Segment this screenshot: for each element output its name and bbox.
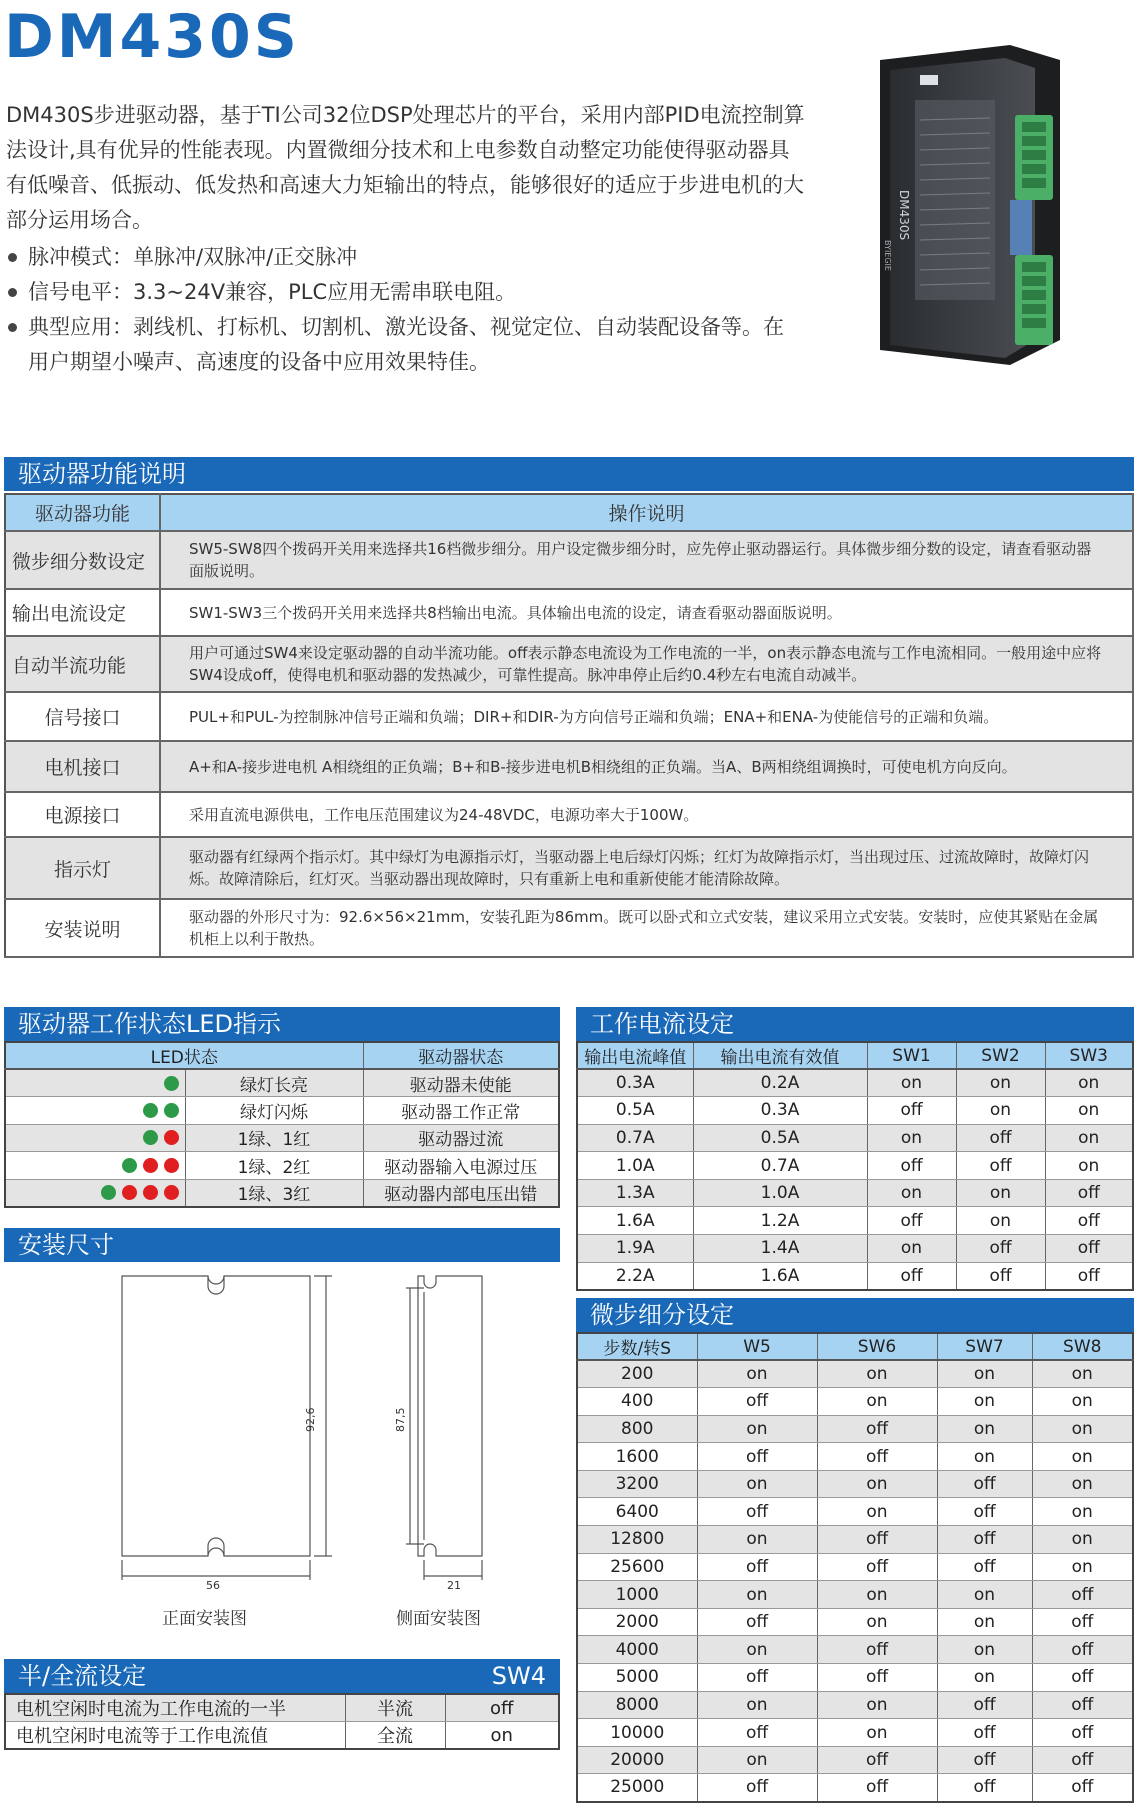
table-row	[577, 1581, 1133, 1609]
half-current-desc: 电机空闲时电流为工作电流的一半	[5, 1694, 345, 1722]
table-cell: off	[937, 1719, 1032, 1747]
function-name: 自动半流功能	[5, 636, 160, 692]
front-view-drawing	[122, 1276, 332, 1580]
table-cell: off	[937, 1553, 1032, 1581]
table-cell: 1600	[577, 1443, 697, 1471]
table-cell: off	[817, 1774, 937, 1802]
function-desc: PUL+和PUL-为控制脉冲信号正端和负端；DIR+和DIR-为方向信号正端和负端；ENA+和ENA-为使能信号的正端和负端。	[160, 692, 1133, 741]
product-label: DM430S	[897, 190, 911, 241]
function-desc: 采用直流电源供电，工作电压范围建议为24-48VDC，电源功率大于100W。	[160, 792, 1133, 837]
table-row	[577, 1415, 1133, 1443]
function-desc: SW5-SW8四个拨码开关用来选择共16档微步细分。用户设定微步细分时，应先停止驱动器运行。具体微步细分数的设定，请查看驱动器面版说明。	[160, 531, 1133, 589]
table-cell: 800	[577, 1415, 697, 1443]
green-led-icon	[122, 1158, 137, 1173]
half-current-title: 半/全流设定	[18, 1662, 147, 1690]
table-row	[577, 1608, 1133, 1636]
half-current-mode: 半流	[345, 1694, 445, 1722]
column-header: LED状态	[5, 1042, 363, 1069]
product-image	[860, 40, 1130, 370]
table-cell: off	[697, 1388, 817, 1416]
table-cell: off	[937, 1774, 1032, 1802]
green-led-icon	[164, 1076, 179, 1091]
table-cell: off	[937, 1498, 1032, 1526]
table-cell: 400	[577, 1388, 697, 1416]
led-row	[5, 1152, 559, 1180]
table-row	[5, 899, 1133, 957]
microstep-table	[576, 1332, 1134, 1803]
half-current-table	[4, 1693, 560, 1750]
function-desc: 用户可通过SW4来设定驱动器的自动半流功能。off表示静态电流设为工作电流的一半，on表示静态电流与工作电流相同。一般用途中应将 SW4设成off，使得电机和驱动器的发热减少，可靠性提高。脉冲串停止后约0.4秒左右电流自动减半。	[160, 636, 1133, 692]
table-cell: off	[817, 1415, 937, 1443]
table-cell: off	[937, 1746, 1032, 1774]
led-row	[5, 1179, 559, 1207]
table-cell: off	[817, 1636, 937, 1664]
table-row	[577, 1636, 1133, 1664]
table-cell: off	[867, 1097, 956, 1125]
table-cell: on	[1032, 1553, 1133, 1581]
dimension-drawings	[4, 1262, 560, 1632]
table-cell: on	[937, 1360, 1032, 1388]
function-name: 微步细分数设定	[5, 531, 160, 589]
table-cell: 0.3A	[577, 1069, 693, 1097]
table-cell: 0.7A	[577, 1124, 693, 1152]
table-cell: off	[1032, 1581, 1133, 1609]
table-row	[577, 1664, 1133, 1692]
table-cell: off	[1032, 1608, 1133, 1636]
table-cell: on	[937, 1415, 1032, 1443]
table-row	[577, 1360, 1133, 1388]
table-cell: on	[697, 1636, 817, 1664]
feature-text: 脉冲模式：单脉冲/双脉冲/正交脉冲	[28, 245, 358, 269]
function-name: 信号接口	[5, 692, 160, 741]
feature-item	[6, 275, 786, 310]
led-status: 驱动器内部电压出错	[363, 1179, 559, 1207]
intro-paragraph: DM430S步进驱动器，基于TI公司32位DSP处理芯片的平台，采用内部PID电流控制算法设计,具有优异的性能表现。内置微细分技术和上电参数自动整定功能使得驱动器具有低噪音、低振动、低发热和高速大力矩输出的特点，能够很好的适应于步进电机的大部分运用场合。	[6, 103, 805, 232]
table-row	[5, 837, 1133, 899]
column-header: 驱动器状态	[363, 1042, 559, 1069]
table-row	[5, 1694, 559, 1722]
table-cell: off	[867, 1207, 956, 1235]
table-cell: on	[817, 1719, 937, 1747]
table-row	[577, 1691, 1133, 1719]
table-cell: 200	[577, 1360, 697, 1388]
table-cell: 1000	[577, 1581, 697, 1609]
table-cell: 1.0A	[693, 1179, 867, 1207]
front-height-label: 92,6	[304, 1407, 317, 1432]
led-status: 驱动器未使能	[363, 1069, 559, 1097]
table-row	[577, 1498, 1133, 1526]
table-row	[577, 1262, 1133, 1290]
feature-text: 信号电平：3.3~24V兼容，PLC应用无需串联电阻。	[28, 280, 517, 304]
section-header-led: 驱动器工作状态LED指示	[4, 1007, 560, 1041]
table-row	[577, 1069, 1133, 1097]
led-table	[4, 1041, 560, 1208]
table-cell: off	[817, 1746, 937, 1774]
table-row	[5, 531, 1133, 589]
section-header-microstep: 微步细分设定	[576, 1298, 1134, 1332]
table-cell: off	[697, 1553, 817, 1581]
table-cell: on	[956, 1069, 1045, 1097]
table-cell: off	[1032, 1746, 1133, 1774]
table-row	[5, 1722, 559, 1750]
section-header-dimensions: 安装尺寸	[4, 1228, 560, 1262]
table-cell: 3200	[577, 1470, 697, 1498]
table-cell: on	[697, 1415, 817, 1443]
red-led-icon	[143, 1158, 158, 1173]
led-row	[5, 1069, 559, 1097]
table-cell: off	[1032, 1636, 1133, 1664]
table-cell: on	[1032, 1526, 1133, 1554]
column-header: 输出电流有效值	[693, 1042, 867, 1069]
dimension-svg	[4, 1262, 560, 1632]
function-table	[4, 493, 1134, 958]
table-cell: off	[1045, 1235, 1133, 1263]
table-cell: on	[867, 1069, 956, 1097]
table-cell: off	[956, 1262, 1045, 1290]
table-cell: 20000	[577, 1746, 697, 1774]
table-cell: on	[817, 1388, 937, 1416]
table-cell: on	[1032, 1498, 1133, 1526]
table-row	[577, 1746, 1133, 1774]
table-cell: on	[1032, 1470, 1133, 1498]
half-current-value: on	[445, 1722, 559, 1750]
table-cell: 1.4A	[693, 1235, 867, 1263]
feature-item	[6, 310, 786, 380]
table-cell: 4000	[577, 1636, 697, 1664]
table-cell: off	[817, 1664, 937, 1692]
table-cell: off	[956, 1124, 1045, 1152]
product-brand: BYIEGIE	[883, 240, 892, 271]
table-cell: on	[1045, 1124, 1133, 1152]
table-cell: on	[817, 1498, 937, 1526]
front-view-caption: 正面安装图	[162, 1609, 247, 1629]
function-desc: 驱动器的外形尺寸为：92.6×56×21mm，安装孔距为86mm。既可以卧式和立式安装，建议采用立式安装。安装时，应使其紧贴在金属机柜上以利于散热。	[160, 899, 1133, 957]
table-cell: 0.3A	[693, 1097, 867, 1125]
table-cell: on	[937, 1608, 1032, 1636]
table-row	[577, 1097, 1133, 1125]
table-cell: on	[817, 1581, 937, 1609]
half-current-mode: 全流	[345, 1722, 445, 1750]
table-cell: off	[1032, 1664, 1133, 1692]
led-status: 驱动器过流	[363, 1124, 559, 1152]
red-led-icon	[122, 1185, 137, 1200]
led-text: 1绿、2红	[185, 1152, 363, 1180]
section-header-current: 工作电流设定	[576, 1007, 1134, 1041]
table-cell: 1.6A	[577, 1207, 693, 1235]
table-cell: 0.5A	[693, 1124, 867, 1152]
column-header: SW6	[817, 1333, 937, 1360]
table-cell: on	[1032, 1360, 1133, 1388]
table-cell: off	[867, 1262, 956, 1290]
function-desc: SW1-SW3三个拨码开关用来选择共8档输出电流。具体输出电流的设定，请查看驱动器面版说明。	[160, 589, 1133, 636]
bullet-icon	[8, 323, 17, 332]
table-cell: 8000	[577, 1691, 697, 1719]
led-text: 绿灯闪烁	[185, 1097, 363, 1125]
table-row	[5, 589, 1133, 636]
table-cell: on	[1045, 1097, 1133, 1125]
table-cell: on	[817, 1470, 937, 1498]
table-row	[577, 1152, 1133, 1180]
half-current-value: off	[445, 1694, 559, 1722]
column-header: 驱动器功能	[5, 494, 160, 531]
column-header: 操作说明	[160, 494, 1133, 531]
table-row	[577, 1774, 1133, 1802]
sw4-label: SW4	[491, 1662, 546, 1690]
table-cell: off	[697, 1498, 817, 1526]
table-cell: on	[1045, 1152, 1133, 1180]
table-cell: on	[697, 1526, 817, 1554]
front-width-label: 56	[206, 1579, 220, 1592]
table-cell: off	[1045, 1262, 1133, 1290]
table-cell: on	[1032, 1415, 1133, 1443]
current-table	[576, 1041, 1134, 1291]
column-header: W5	[697, 1333, 817, 1360]
table-cell: 1.3A	[577, 1179, 693, 1207]
function-name: 电机接口	[5, 741, 160, 792]
section-header-function: 驱动器功能说明	[4, 457, 1134, 491]
function-desc: A+和A-接步进电机 A相绕组的正负端；B+和B-接步进电机B相绕组的正负端。当A、B两相绕组调换时，可使电机方向反向。	[160, 741, 1133, 792]
column-header: SW3	[1045, 1042, 1133, 1069]
table-cell: 1.0A	[577, 1152, 693, 1180]
table-row	[577, 1179, 1133, 1207]
function-name: 安装说明	[5, 899, 160, 957]
feature-list	[6, 240, 786, 380]
function-name: 输出电流设定	[5, 589, 160, 636]
table-row	[577, 1207, 1133, 1235]
bullet-icon	[8, 288, 17, 297]
table-cell: on	[697, 1746, 817, 1774]
table-cell: 1.9A	[577, 1235, 693, 1263]
table-cell: 1.6A	[693, 1262, 867, 1290]
table-row	[5, 741, 1133, 792]
table-row	[577, 1719, 1133, 1747]
table-cell: on	[1045, 1069, 1133, 1097]
table-cell: on	[937, 1664, 1032, 1692]
table-cell: on	[697, 1470, 817, 1498]
table-cell: 25000	[577, 1774, 697, 1802]
table-cell: off	[937, 1470, 1032, 1498]
table-cell: 2.2A	[577, 1262, 693, 1290]
table-cell: 6400	[577, 1498, 697, 1526]
table-cell: on	[817, 1691, 937, 1719]
feature-item	[6, 240, 786, 275]
table-row	[577, 1526, 1133, 1554]
side-height-label: 87,5	[394, 1407, 407, 1432]
led-dots	[5, 1179, 185, 1207]
led-text: 1绿、1红	[185, 1124, 363, 1152]
side-width-label: 21	[447, 1579, 461, 1592]
table-row	[577, 1124, 1133, 1152]
table-cell: off	[1032, 1719, 1133, 1747]
led-row	[5, 1124, 559, 1152]
red-led-icon	[164, 1158, 179, 1173]
table-cell: off	[697, 1443, 817, 1471]
green-led-icon	[143, 1130, 158, 1145]
half-current-desc: 电机空闲时电流等于工作电流值	[5, 1722, 345, 1750]
table-cell: off	[817, 1526, 937, 1554]
column-header: SW7	[937, 1333, 1032, 1360]
table-row	[5, 692, 1133, 741]
led-row	[5, 1097, 559, 1125]
table-cell: on	[937, 1581, 1032, 1609]
table-cell: 5000	[577, 1664, 697, 1692]
table-cell: on	[956, 1097, 1045, 1125]
table-cell: on	[1032, 1443, 1133, 1471]
table-row	[577, 1470, 1133, 1498]
table-cell: on	[956, 1207, 1045, 1235]
led-dots	[5, 1097, 185, 1125]
table-cell: on	[867, 1235, 956, 1263]
led-dots	[5, 1124, 185, 1152]
green-led-icon	[164, 1103, 179, 1118]
table-cell: 1.2A	[693, 1207, 867, 1235]
table-cell: off	[1045, 1179, 1133, 1207]
table-cell: on	[867, 1179, 956, 1207]
table-row	[5, 792, 1133, 837]
table-cell: 0.5A	[577, 1097, 693, 1125]
table-cell: off	[956, 1235, 1045, 1263]
table-cell: on	[697, 1691, 817, 1719]
table-cell: 12800	[577, 1526, 697, 1554]
table-cell: on	[1032, 1388, 1133, 1416]
led-status: 驱动器工作正常	[363, 1097, 559, 1125]
green-led-icon	[143, 1103, 158, 1118]
table-cell: on	[697, 1581, 817, 1609]
side-view-drawing	[406, 1276, 482, 1580]
column-header: 输出电流峰值	[577, 1042, 693, 1069]
column-header: SW2	[956, 1042, 1045, 1069]
side-view-caption: 侧面安装图	[396, 1609, 481, 1629]
table-cell: off	[867, 1152, 956, 1180]
table-cell: 0.2A	[693, 1069, 867, 1097]
table-cell: off	[956, 1152, 1045, 1180]
bullet-icon	[8, 253, 17, 262]
table-cell: 2000	[577, 1608, 697, 1636]
led-status: 驱动器输入电源过压	[363, 1152, 559, 1180]
table-cell: off	[937, 1691, 1032, 1719]
table-cell: off	[697, 1774, 817, 1802]
section-header-half-current	[4, 1659, 560, 1693]
led-text: 1绿、3红	[185, 1179, 363, 1207]
table-cell: off	[817, 1553, 937, 1581]
table-cell: off	[937, 1526, 1032, 1554]
table-cell: on	[697, 1360, 817, 1388]
red-led-icon	[143, 1185, 158, 1200]
table-cell: off	[697, 1608, 817, 1636]
table-cell: on	[817, 1608, 937, 1636]
column-header: SW8	[1032, 1333, 1133, 1360]
table-cell: on	[956, 1179, 1045, 1207]
led-dots	[5, 1152, 185, 1180]
column-header: SW1	[867, 1042, 956, 1069]
table-cell: off	[697, 1719, 817, 1747]
page-title: DM430S	[4, 2, 300, 72]
led-dots	[5, 1069, 185, 1097]
column-header: 步数/转S	[577, 1333, 697, 1360]
table-row	[577, 1235, 1133, 1263]
table-cell: on	[937, 1443, 1032, 1471]
table-cell: off	[697, 1664, 817, 1692]
function-name: 指示灯	[5, 837, 160, 899]
feature-text: 典型应用：剥线机、打标机、切割机、激光设备、视觉定位、自动装配设备等。在用户期望小噪声、高速度的设备中应用效果特佳。	[28, 315, 784, 374]
table-cell: off	[1045, 1207, 1133, 1235]
table-row	[577, 1553, 1133, 1581]
red-led-icon	[164, 1130, 179, 1145]
green-led-icon	[101, 1185, 116, 1200]
table-cell: 10000	[577, 1719, 697, 1747]
red-led-icon	[164, 1185, 179, 1200]
function-name: 电源接口	[5, 792, 160, 837]
table-cell: on	[937, 1636, 1032, 1664]
table-cell: off	[1032, 1691, 1133, 1719]
table-row	[577, 1443, 1133, 1471]
table-row	[577, 1388, 1133, 1416]
table-cell: off	[1032, 1774, 1133, 1802]
table-cell: on	[867, 1124, 956, 1152]
table-cell: off	[817, 1443, 937, 1471]
table-row	[5, 636, 1133, 692]
function-desc: 驱动器有红绿两个指示灯。其中绿灯为电源指示灯，当驱动器上电后绿灯闪烁；红灯为故障指示灯，当出现过压、过流故障时，故障灯闪烁。故障清除后，红灯灭。当驱动器出现故障时，只有重新上电和重新使能才能清除故障。	[160, 837, 1133, 899]
table-cell: 25600	[577, 1553, 697, 1581]
table-cell: on	[937, 1388, 1032, 1416]
table-cell: on	[817, 1360, 937, 1388]
table-cell: 0.7A	[693, 1152, 867, 1180]
led-text: 绿灯长亮	[185, 1069, 363, 1097]
